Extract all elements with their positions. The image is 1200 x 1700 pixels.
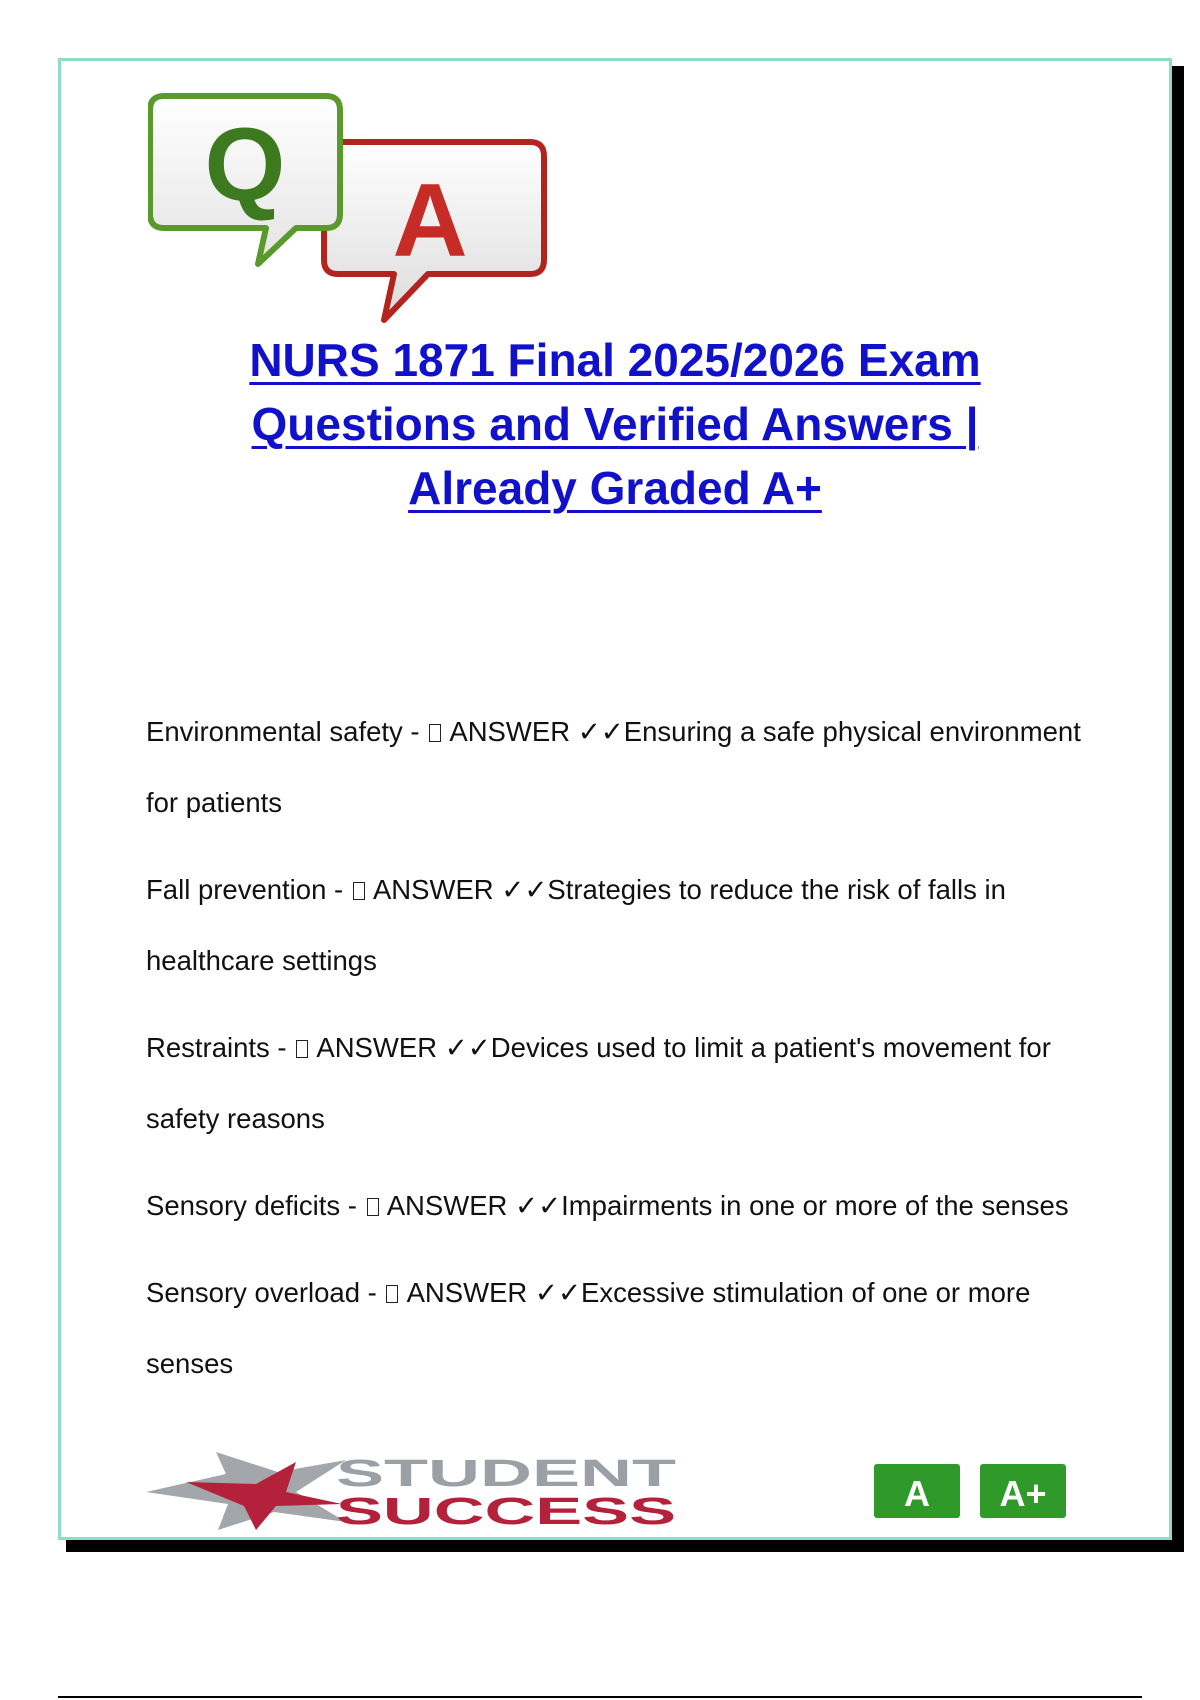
question-letter: Q <box>204 107 286 223</box>
banner-word-student: STUDENT <box>336 1453 676 1495</box>
grade-badge-a-plus-label: A+ <box>999 1473 1047 1514</box>
qa-item <box>146 696 1106 838</box>
footer-rule <box>58 1696 1142 1698</box>
missing-glyph-icon <box>296 1040 308 1058</box>
student-success-banner <box>146 1452 1076 1530</box>
missing-glyph-icon <box>367 1198 379 1216</box>
star-logo-icon <box>146 1452 346 1530</box>
qa-item <box>146 1170 1106 1241</box>
banner-word-success: SUCCESS <box>336 1491 676 1530</box>
answer-marker: ANSWER ✓✓ <box>372 874 548 905</box>
grade-badge-a-plus <box>980 1464 1066 1518</box>
qa-definition: Devices used to limit a patient's movement for safety reasons <box>146 1032 1051 1134</box>
qa-item <box>146 854 1106 996</box>
question-bubble-icon <box>150 96 340 264</box>
qa-speech-bubbles-logo <box>148 88 548 328</box>
answer-marker: ANSWER ✓✓ <box>316 1032 491 1063</box>
answer-marker: ANSWER ✓✓ <box>386 1190 562 1221</box>
grade-badge-a-label: A <box>904 1473 930 1514</box>
answer-marker: ANSWER ✓✓ <box>449 716 624 747</box>
document-title <box>150 328 1080 520</box>
qa-term: Restraints - <box>146 1032 295 1063</box>
answer-letter: A <box>392 163 468 279</box>
qa-item <box>146 1012 1106 1154</box>
title-line-1: NURS 1871 Final 2025/2026 Exam <box>249 334 981 386</box>
qa-term: Environmental safety - <box>146 716 428 747</box>
qa-term: Fall prevention - <box>146 874 351 905</box>
qa-definition: Ensuring a safe physical environment for patients <box>146 716 1081 818</box>
missing-glyph-icon <box>429 724 441 742</box>
answer-bubble-icon <box>324 142 544 320</box>
title-line-2: Questions and Verified Answers | <box>251 398 979 450</box>
grade-badge-a <box>874 1464 960 1518</box>
qa-term: Sensory deficits - <box>146 1190 365 1221</box>
qa-definition: Impairments in one or more of the senses <box>561 1190 1069 1221</box>
qa-term: Sensory overload - <box>146 1277 385 1308</box>
qa-list <box>146 696 1106 1415</box>
answer-marker: ANSWER ✓✓ <box>406 1277 582 1308</box>
qa-definition: Excessive stimulation of one or more senses <box>146 1277 1031 1379</box>
title-line-3: Already Graded A+ <box>408 462 822 514</box>
qa-definition: Strategies to reduce the risk of falls in healthcare settings <box>146 874 1006 976</box>
qa-item <box>146 1257 1106 1399</box>
missing-glyph-icon <box>353 882 365 900</box>
missing-glyph-icon <box>386 1285 398 1303</box>
